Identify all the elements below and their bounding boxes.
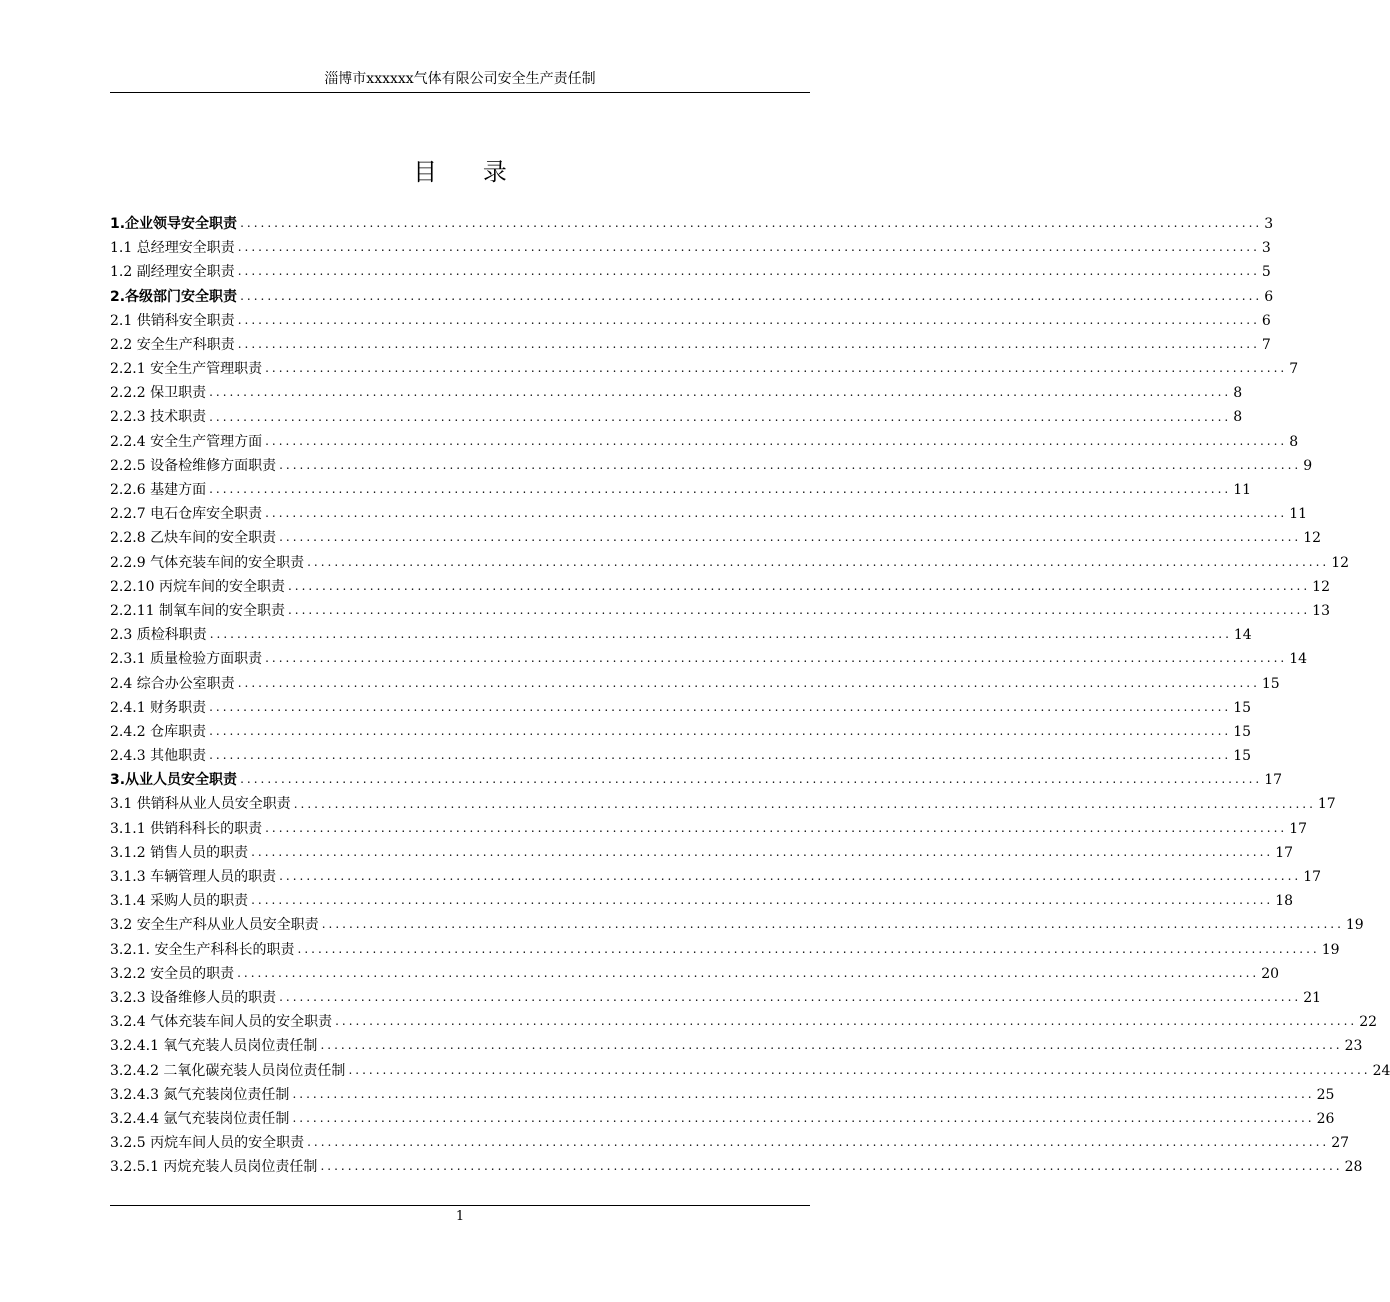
toc-entry[interactable]	[110, 454, 1313, 478]
toc-entry-page: 17	[1289, 820, 1308, 837]
toc-dot-leader: ......................................................................................................................................................	[209, 385, 1232, 400]
toc-entry-title: 2.2.7 电石仓库安全职责	[110, 506, 263, 523]
toc-dot-leader: ......................................................................................................................................................	[240, 772, 1263, 787]
toc-dot-leader: ......................................................................................................................................................	[265, 820, 1288, 835]
toc-entry-page: 8	[1233, 409, 1243, 426]
page-number: 1	[455, 1209, 465, 1224]
toc-entry-page: 3	[1264, 215, 1274, 232]
toc-entry-page: 8	[1289, 433, 1299, 450]
toc-entry-page: 8	[1233, 385, 1243, 402]
toc-entry-page: 19	[1321, 941, 1340, 958]
toc-entry-page: 17	[1264, 772, 1283, 789]
toc-entry-page: 7	[1289, 361, 1299, 378]
toc-entry[interactable]	[110, 478, 1252, 502]
toc-dot-leader: ......................................................................................................................................................	[279, 530, 1302, 545]
toc-dot-leader: ......................................................................................................................................................	[279, 457, 1302, 472]
toc-dot-leader: ......................................................................................................................................................	[237, 264, 1260, 279]
toc-entry-title: 2.2 安全生产科职责	[110, 336, 235, 353]
toc-entry-page: 5	[1261, 264, 1271, 281]
toc-dot-leader: ......................................................................................................................................................	[265, 361, 1288, 376]
toc-entry[interactable]	[110, 1107, 1335, 1131]
toc-entry[interactable]	[110, 1059, 1390, 1083]
toc-entry-page: 3	[1261, 240, 1271, 257]
toc-entry-page: 24	[1372, 1062, 1390, 1079]
toc-entry-title: 1.企业领导安全职责	[110, 215, 238, 232]
toc-dot-leader: ......................................................................................................................................................	[209, 627, 1232, 642]
page-header	[110, 66, 810, 93]
toc-dot-leader: ......................................................................................................................................................	[237, 675, 1260, 690]
toc-dot-leader: ......................................................................................................................................................	[292, 1110, 1315, 1125]
toc-dot-leader: ......................................................................................................................................................	[348, 1062, 1371, 1077]
toc-entry-page: 14	[1233, 627, 1252, 644]
toc-dot-leader: ......................................................................................................................................................	[265, 433, 1288, 448]
toc-entry-page: 15	[1233, 723, 1252, 740]
toc-entry[interactable]	[110, 526, 1322, 550]
toc-entry[interactable]	[110, 1010, 1378, 1034]
toc-entry-title: 3.从业人员安全职责	[110, 772, 238, 789]
toc-entry-page: 15	[1261, 675, 1280, 692]
toc-entry-page: 15	[1233, 699, 1252, 716]
toc-dot-leader: ......................................................................................................................................................	[287, 578, 1311, 593]
toc-entry-title: 2.2.8 乙炔车间的安全职责	[110, 530, 277, 547]
toc-entry-title: 3.2.3 设备维修人员的职责	[110, 989, 277, 1006]
toc-dot-leader: ......................................................................................................................................................	[209, 482, 1232, 497]
toc-entry[interactable]	[110, 551, 1350, 575]
toc-entry-title: 3.2.5 丙烷车间人员的安全职责	[110, 1135, 305, 1152]
toc-dot-leader: ......................................................................................................................................................	[209, 723, 1232, 738]
toc-dot-leader: ......................................................................................................................................................	[237, 336, 1260, 351]
toc-dot-leader: ......................................................................................................................................................	[335, 1014, 1358, 1029]
toc-dot-leader: ......................................................................................................................................................	[307, 554, 1330, 569]
toc-entry-title: 3.1.1 供销科科长的职责	[110, 820, 263, 837]
toc-entry-title: 1.2 副经理安全职责	[110, 264, 235, 281]
toc-entry-title: 1.1 总经理安全职责	[110, 240, 235, 257]
toc-entry-title: 2.2.1 安全生产管理职责	[110, 361, 263, 378]
table-of-contents	[110, 212, 1390, 1180]
toc-dot-leader: ......................................................................................................................................................	[240, 216, 1263, 230]
toc-entry[interactable]	[110, 623, 1252, 647]
toc-entry[interactable]	[110, 381, 1243, 405]
toc-entry-title: 2.2.5 设备检维修方面职责	[110, 457, 277, 474]
toc-entry[interactable]	[110, 260, 1271, 284]
toc-dot-leader: ......................................................................................................................................................	[237, 965, 1260, 980]
toc-dot-leader: ......................................................................................................................................................	[307, 1135, 1330, 1150]
toc-entry-page: 28	[1344, 1159, 1363, 1176]
toc-entry-title: 3.1.4 采购人员的职责	[110, 893, 249, 910]
toc-entry[interactable]	[110, 1083, 1335, 1107]
toc-entry[interactable]	[110, 720, 1252, 744]
toc-dot-leader: ......................................................................................................................................................	[240, 288, 1263, 303]
toc-entry-title: 3.1.2 销售人员的职责	[110, 844, 249, 861]
toc-entry-title: 3.2.5.1 丙烷充装人员岗位责任制	[110, 1159, 318, 1176]
toc-title: 目 录	[413, 158, 507, 186]
toc-entry-title: 2.4.3 其他职责	[110, 748, 207, 765]
toc-dot-leader: ......................................................................................................................................................	[292, 1086, 1315, 1101]
toc-entry-page: 13	[1312, 602, 1330, 619]
toc-dot-leader: ......................................................................................................................................................	[320, 1038, 1343, 1053]
toc-entry-title: 2.4.2 仓库职责	[110, 723, 207, 740]
toc-entry-page: 11	[1289, 506, 1308, 523]
toc-entry[interactable]	[110, 793, 1336, 817]
toc-entry-title: 2.3 质检科职责	[110, 627, 207, 644]
toc-dot-leader: ......................................................................................................................................................	[251, 893, 1274, 908]
toc-entry-title: 2.4.1 财务职责	[110, 699, 207, 716]
toc-dot-leader: ......................................................................................................................................................	[321, 917, 1344, 932]
toc-entry-page: 22	[1359, 1014, 1378, 1031]
toc-entry-title: 2.2.2 保卫职责	[110, 385, 207, 402]
toc-entry[interactable]	[110, 333, 1271, 357]
toc-entry-title: 2.1 供销科安全职责	[110, 312, 235, 329]
toc-entry-title: 2.2.9 气体充装车间的安全职责	[110, 554, 305, 571]
toc-entry-page: 25	[1316, 1086, 1335, 1103]
toc-dot-leader: ......................................................................................................................................................	[279, 990, 1302, 1004]
toc-entry-title: 3.2.1. 安全生产科科长的职责	[110, 941, 295, 958]
toc-entry-page: 15	[1233, 748, 1252, 765]
toc-entry-title: 3.2.4.2 二氧化碳充装人员岗位责任制	[110, 1062, 346, 1079]
toc-entry[interactable]	[110, 768, 1283, 792]
toc-entry-title: 3.2.2 安全员的职责	[110, 965, 235, 982]
toc-entry[interactable]	[110, 406, 1243, 430]
toc-entry[interactable]	[110, 841, 1294, 865]
toc-entry-page: 17	[1303, 869, 1322, 886]
toc-entry-page: 9	[1303, 457, 1313, 474]
toc-entry-title: 2.各级部门安全职责	[110, 288, 238, 305]
toc-entry-page: 12	[1331, 554, 1350, 571]
toc-entry[interactable]	[110, 285, 1274, 309]
toc-entry-page: 17	[1317, 796, 1336, 813]
toc-entry-page: 11	[1233, 482, 1252, 499]
toc-entry-title: 3.1 供销科从业人员安全职责	[110, 796, 291, 813]
toc-dot-leader: ......................................................................................................................................................	[265, 506, 1288, 521]
toc-entry-page: 21	[1303, 989, 1322, 1006]
toc-entry-page: 18	[1275, 893, 1294, 910]
toc-entry-page: 12	[1303, 530, 1322, 547]
toc-entry-title: 3.2.4.3 氮气充装岗位责任制	[110, 1086, 290, 1103]
toc-dot-leader: ......................................................................................................................................................	[293, 796, 1316, 811]
toc-entry[interactable]	[110, 913, 1364, 937]
toc-entry-page: 12	[1312, 578, 1330, 595]
toc-dot-leader: ......................................................................................................................................................	[209, 748, 1232, 763]
toc-entry-page: 7	[1261, 336, 1271, 353]
toc-dot-leader: ......................................................................................................................................................	[237, 240, 1260, 255]
toc-entry[interactable]	[110, 212, 1274, 236]
toc-dot-leader: ......................................................................................................................................................	[265, 651, 1288, 666]
toc-entry[interactable]	[110, 309, 1271, 333]
toc-entry[interactable]	[110, 986, 1322, 1010]
toc-entry-title: 3.1.3 车辆管理人员的职责	[110, 869, 277, 886]
toc-dot-leader: ......................................................................................................................................................	[209, 699, 1232, 714]
toc-entry-title: 2.2.4 安全生产管理方面	[110, 433, 263, 450]
toc-entry-title: 3.2.4.1 氧气充装人员岗位责任制	[110, 1038, 318, 1055]
toc-entry[interactable]	[110, 672, 1280, 696]
toc-entry[interactable]	[110, 938, 1340, 962]
toc-entry[interactable]	[110, 865, 1322, 889]
toc-entry[interactable]	[110, 1155, 1363, 1179]
toc-dot-leader: ......................................................................................................................................................	[320, 1159, 1343, 1174]
toc-entry[interactable]	[110, 575, 1330, 599]
toc-entry-page: 14	[1289, 651, 1308, 668]
toc-dot-leader: ......................................................................................................................................................	[209, 409, 1232, 424]
toc-entry-page: 19	[1345, 917, 1364, 934]
toc-entry[interactable]	[110, 502, 1308, 526]
toc-entry-title: 2.4 综合办公室职责	[110, 675, 235, 692]
toc-entry-title: 2.3.1 质量检验方面职责	[110, 651, 263, 668]
toc-entry[interactable]	[110, 599, 1330, 623]
toc-entry-title: 3.2.4 气体充装车间人员的安全职责	[110, 1014, 333, 1031]
toc-entry[interactable]	[110, 357, 1299, 381]
toc-entry-page: 20	[1261, 965, 1280, 982]
toc-dot-leader: ......................................................................................................................................................	[287, 603, 1311, 617]
toc-dot-leader: ......................................................................................................................................................	[251, 844, 1274, 859]
toc-entry[interactable]	[110, 430, 1299, 454]
toc-entry-title: 2.2.11 制氧车间的安全职责	[110, 602, 285, 619]
toc-entry-title: 3.2 安全生产科从业人员安全职责	[110, 917, 319, 934]
toc-entry[interactable]	[110, 889, 1294, 913]
toc-entry-title: 2.2.10 丙烷车间的安全职责	[110, 578, 285, 595]
toc-entry[interactable]	[110, 647, 1308, 671]
header-title: 淄博市xxxxxx气体有限公司安全生产责任制	[324, 71, 596, 87]
toc-entry-page: 26	[1316, 1110, 1335, 1127]
toc-entry[interactable]	[110, 817, 1308, 841]
toc-entry[interactable]	[110, 744, 1252, 768]
toc-entry[interactable]	[110, 1131, 1350, 1155]
toc-entry-title: 2.2.6 基建方面	[110, 482, 207, 499]
toc-dot-leader: ......................................................................................................................................................	[297, 941, 1320, 956]
toc-entry-page: 27	[1331, 1135, 1350, 1152]
toc-entry[interactable]	[110, 1034, 1363, 1058]
toc-entry-page: 23	[1344, 1038, 1363, 1055]
toc-entry-title: 2.2.3 技术职责	[110, 409, 207, 426]
toc-entry[interactable]	[110, 236, 1271, 260]
toc-entry-page: 6	[1261, 312, 1271, 329]
toc-entry-page: 17	[1275, 844, 1294, 861]
page-footer	[110, 1205, 810, 1228]
toc-dot-leader: ......................................................................................................................................................	[237, 312, 1260, 327]
toc-entry[interactable]	[110, 696, 1252, 720]
toc-entry-page: 6	[1264, 288, 1274, 305]
toc-entry[interactable]	[110, 962, 1280, 986]
toc-dot-leader: ......................................................................................................................................................	[279, 869, 1302, 884]
toc-entry-title: 3.2.4.4 氩气充装岗位责任制	[110, 1110, 290, 1127]
